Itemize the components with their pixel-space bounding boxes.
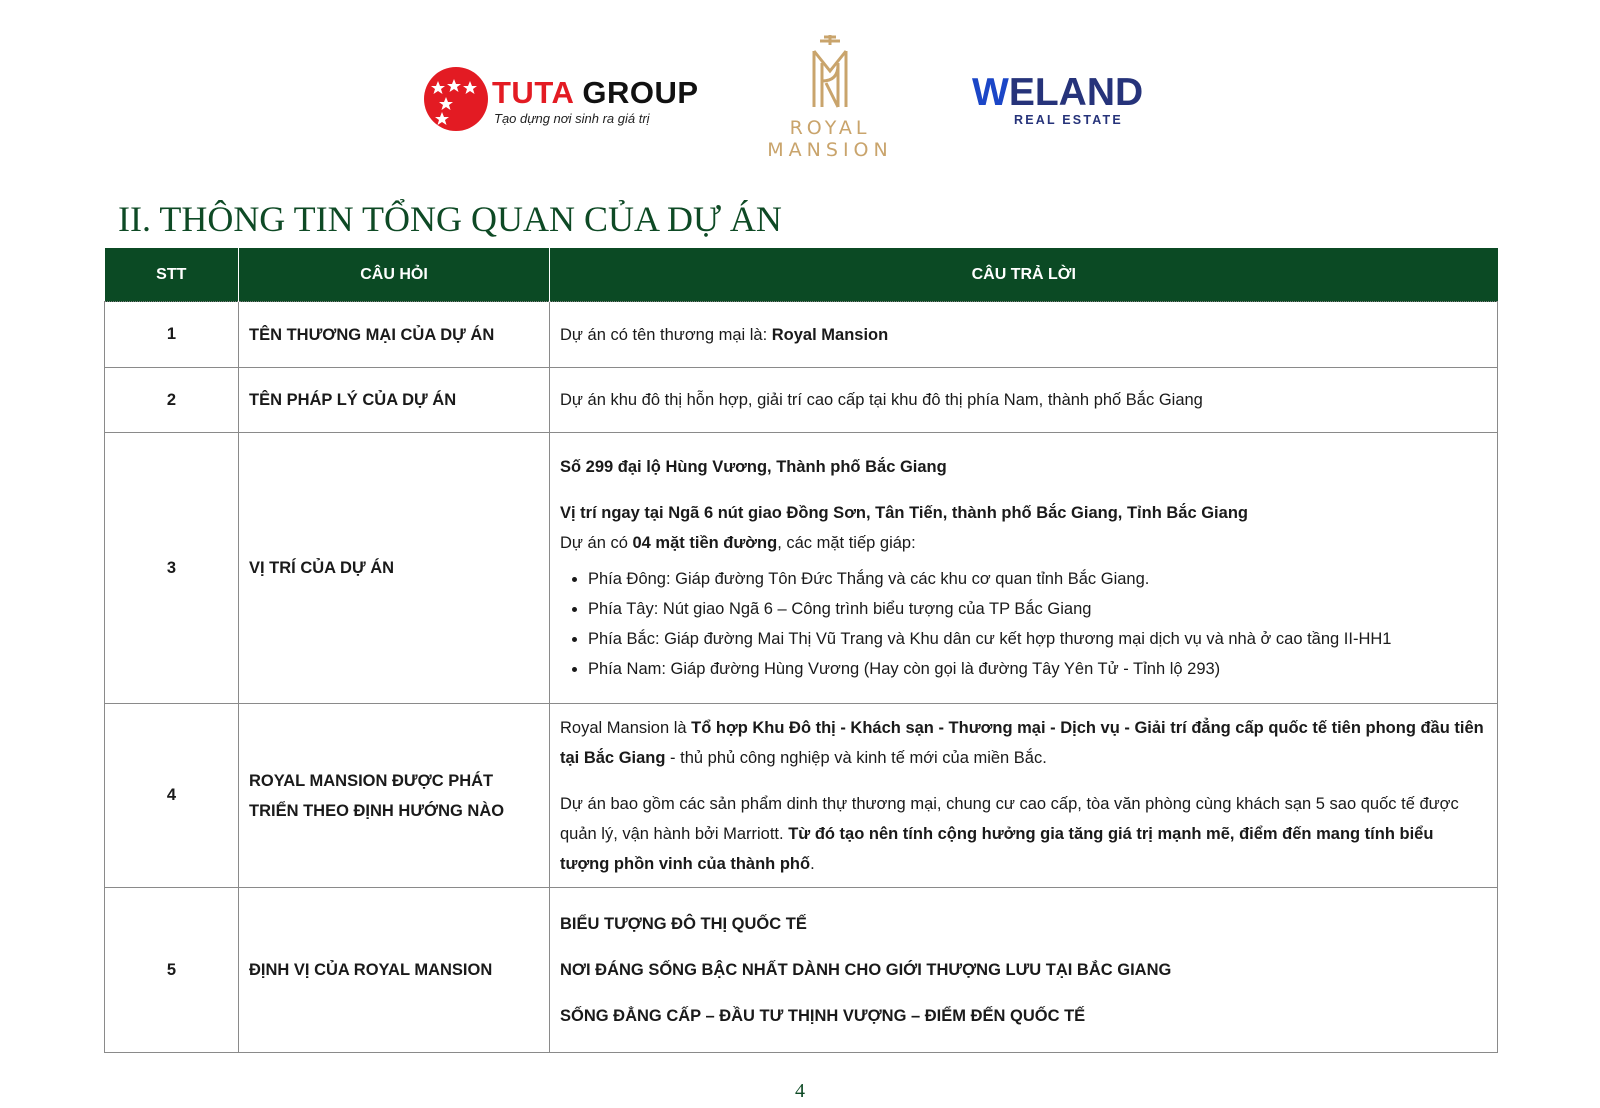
header-question: CÂU HỎI xyxy=(239,248,550,302)
row-question: ĐỊNH VỊ CỦA ROYAL MANSION xyxy=(239,888,550,1053)
royal-wordmark-line2: MANSION xyxy=(767,139,893,161)
location-line: Vị trí ngay tại Ngã 6 nút giao Đồng Sơn, Tân Tiến, thành phố Bắc Giang, Tỉnh Bắc Giang xyxy=(560,504,1248,522)
boundary-list xyxy=(560,564,1487,684)
positioning-line: NƠI ĐÁNG SỐNG BẬC NHẤT DÀNH CHO GIỚI THƯỢNG LƯU TẠI BẮC GIANG xyxy=(560,961,1172,979)
table-row xyxy=(105,368,1498,433)
row-question: VỊ TRÍ CỦA DỰ ÁN xyxy=(239,433,550,704)
table-row xyxy=(105,433,1498,704)
row-answer: Dự án có tên thương mại là: Royal Mansion xyxy=(550,302,1498,368)
table-row xyxy=(105,704,1498,888)
tuta-wordmark: TUTA GROUP xyxy=(492,75,699,110)
list-item: • Phía Nam: Giáp đường Hùng Vương (Hay còn gọi là đường Tây Yên Tử - Tỉnh lộ 293) xyxy=(588,654,1487,684)
royal-mansion-monogram-icon xyxy=(800,35,860,113)
weland-subtitle: REAL ESTATE xyxy=(1014,113,1123,127)
answer-paragraph: Dự án bao gồm các sản phẩm dinh thự thương mại, chung cư cao cấp, tòa văn phòng cùng khách sạn 5 sao quốc tế được quản lý, vận hành bởi Marriott. Từ đó tạo nên tính cộng hưởng gia tăng giá trị mạnh mẽ, điểm đến mang tính biểu tượng phồn vinh của thành phố. xyxy=(560,794,1459,873)
row-number: 4 xyxy=(105,704,239,888)
tuta-slogan: Tạo dựng nơi sinh ra giá trị xyxy=(494,111,650,126)
weland-wordmark: WELAND xyxy=(972,71,1144,114)
row-question: TÊN THƯƠNG MẠI CỦA DỰ ÁN xyxy=(239,302,550,368)
header-stt: STT xyxy=(105,248,239,302)
row-answer: Dự án khu đô thị hỗn hợp, giải trí cao cấp tại khu đô thị phía Nam, thành phố Bắc Giang xyxy=(550,368,1498,433)
address-line: Số 299 đại lộ Hùng Vương, Thành phố Bắc Giang xyxy=(560,458,947,476)
row-answer xyxy=(550,704,1498,888)
row-answer xyxy=(550,433,1498,704)
project-overview-table xyxy=(104,248,1498,1053)
section-heading: II. THÔNG TIN TỔNG QUAN CỦA DỰ ÁN xyxy=(118,199,782,239)
frontage-line: Dự án có 04 mặt tiền đường, các mặt tiếp giáp: xyxy=(560,534,916,552)
table-row xyxy=(105,888,1498,1053)
row-number: 5 xyxy=(105,888,239,1053)
list-item: • Phía Tây: Nút giao Ngã 6 – Công trình biểu tượng của TP Bắc Giang xyxy=(588,594,1487,624)
logo-bar xyxy=(0,30,1600,165)
list-item: • Phía Đông: Giáp đường Tôn Đức Thắng và các khu cơ quan tỉnh Bắc Giang. xyxy=(588,564,1487,594)
row-question: TÊN PHÁP LÝ CỦA DỰ ÁN xyxy=(239,368,550,433)
positioning-line: SỐNG ĐẲNG CẤP – ĐẦU TƯ THỊNH VƯỢNG – ĐIỂM ĐẾN QUỐC TẾ xyxy=(560,1007,1086,1025)
row-answer xyxy=(550,888,1498,1053)
tuta-stars-icon xyxy=(424,67,488,131)
header-answer: CÂU TRẢ LỜI xyxy=(550,248,1498,302)
row-number: 3 xyxy=(105,433,239,704)
list-item: • Phía Bắc: Giáp đường Mai Thị Vũ Trang và Khu dân cư kết hợp thương mại dịch vụ và nhà ở cao tầng II-HH1 xyxy=(588,624,1487,654)
answer-paragraph: Royal Mansion là Tổ hợp Khu Đô thị - Khách sạn - Thương mại - Dịch vụ - Giải trí đẳng cấp quốc tế tiên phong đầu tiên tại Bắc Giang - thủ phủ công nghiệp và kinh tế mới của miền Bắc. xyxy=(560,718,1484,767)
table-header-row xyxy=(105,248,1498,302)
row-number: 1 xyxy=(105,302,239,368)
row-number: 2 xyxy=(105,368,239,433)
table-row xyxy=(105,302,1498,368)
positioning-line: BIỂU TƯỢNG ĐÔ THỊ QUỐC TẾ xyxy=(560,915,807,933)
weland-logo xyxy=(972,73,1172,133)
royal-wordmark-line1: ROYAL xyxy=(789,117,871,139)
row-question: ROYAL MANSION ĐƯỢC PHÁT TRIỂN THEO ĐỊNH HƯỚNG NÀO xyxy=(239,704,550,888)
royal-mansion-logo xyxy=(760,35,900,165)
page-number: 4 xyxy=(795,1080,805,1102)
tuta-group-logo xyxy=(424,67,704,137)
